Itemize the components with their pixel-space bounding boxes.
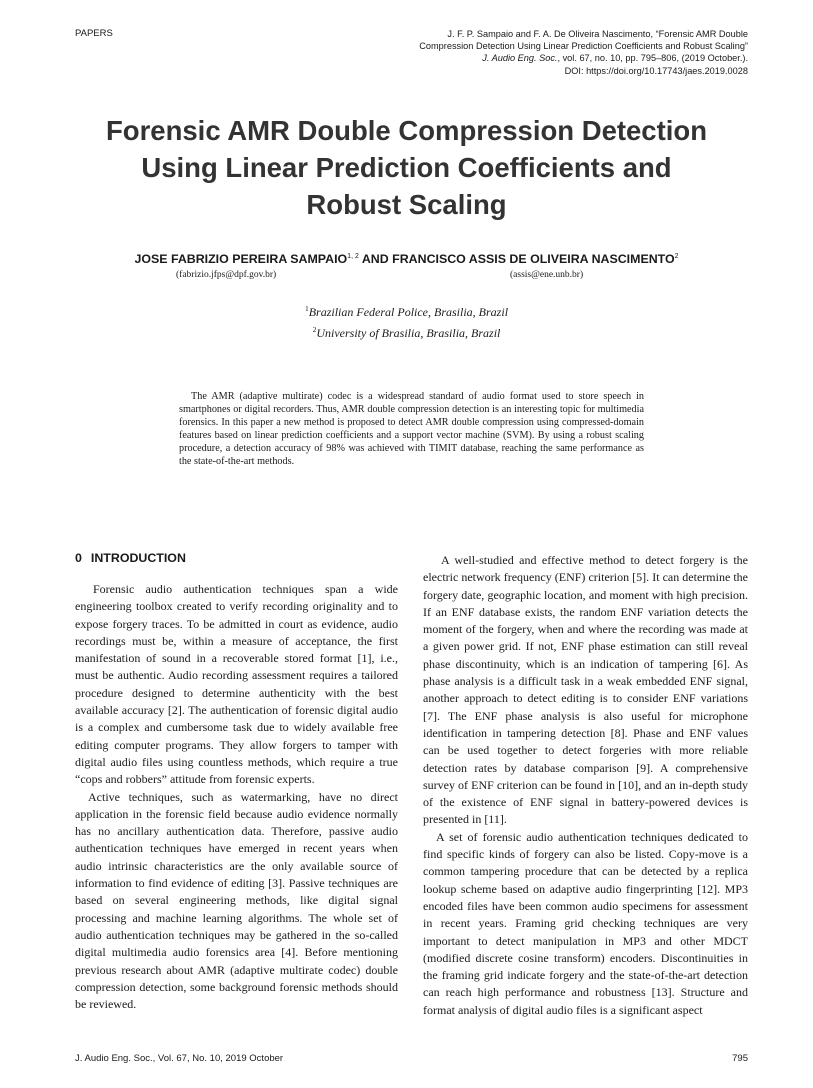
citation-details: , vol. 67, no. 10, pp. 795–806, (2019 October.).: [557, 53, 748, 64]
affiliation-2-text: University of Brasilia, Brasilia, Brazil: [316, 326, 501, 340]
body-paragraph: Forensic audio authentication techniques span a wide engineering toolbox created to verify recording originality and to expose forgery traces. To be admitted in court as evidence, audio recordings must be, within a measure of acceptance, the first manifestation of sound in a recoverable stored format [1], i.e., must be authentic. Audio recording assessment requires a tailored procedure designed to determine authenticity with the best available accuracy [2]. The authentication of forensic digital audio is a complex and cumbersome task due to widely available free editing computer programs. They allow forgers to tamper with digital audio files using countless methods, which require a true “cops and robbers” attitude from forensic experts.: [75, 582, 398, 787]
abstract: The AMR (adaptive multirate) codec is a widespread standard of audio format used to store speech in smartphones or digital recorders. Thus, AMR double compression detection is an interesting topic for multimedia forensics. In this paper a new method is proposed to detect AMR double compression using compressed-domain features based on linear prediction coefficients and a support vector machine (SVM). By using a robust scaling procedure, a detection accuracy of 98% was achieved with TIMIT database, reaching the same performance as the state-of-the-art methods.: [179, 391, 644, 467]
page-number: 795: [732, 1053, 748, 1064]
footer-journal: J. Audio Eng. Soc., Vol. 67, No. 10, 2019 October: [75, 1053, 284, 1064]
author-2-name: FRANCISCO ASSIS DE OLIVEIRA NASCIMENTO: [392, 252, 675, 266]
paper-title: [40, 112, 773, 223]
title-line-1: Forensic AMR Double Compression Detection: [106, 115, 707, 146]
affiliation-1: [0, 300, 813, 321]
body-paragraph: A set of forensic audio authentication techniques dedicated to find specific kinds of forgery can also be listed. Copy-move is a common tampering procedure that can be detected by a replica lookup scheme based on adaptive audio fingerprinting [12]. MP3 encoded files have been common audio specimens for assessment in recent years. Framing grid checking techniques are very important to detect manipulation in MP3 and other MDCT (modified discrete cosine transform) encoders. Discontinuities in the framing grid indicate forgery and the state-of-the-art detection can reach high performance and robustness [13]. Structure and format analysis of digital audio files is a significant aspect: [423, 829, 748, 1017]
body-column-right: [423, 552, 748, 1019]
section-title: INTRODUCTION: [90, 551, 186, 565]
title-line-2: Using Linear Prediction Coefficients and: [141, 152, 672, 183]
author-1-email[interactable]: (fabrizio.jfps@dpf.gov.br): [176, 270, 277, 280]
author-1-affiliation-mark: 1, 2: [347, 252, 359, 260]
affiliation-2-mark: 2: [312, 325, 317, 334]
citation-block: [328, 28, 748, 77]
affiliation-1-text: Brazilian Federal Police, Brasilia, Brazil: [308, 305, 509, 319]
affiliation-1-mark: 1: [304, 304, 309, 313]
affiliation-2: [0, 321, 813, 342]
body-column-left: [75, 551, 398, 1013]
author-1-name: JOSE FABRIZIO PEREIRA SAMPAIO: [134, 252, 348, 266]
section-heading: [75, 551, 398, 566]
running-header-section: PAPERS: [75, 28, 113, 39]
author-2-affiliation-mark: 2: [674, 252, 679, 260]
body-paragraph: Active techniques, such as watermarking, have no direct application in the forensic field because audio evidence normally has no ancillary authentication data. Therefore, passive audio authentication techniques have emerged in recent years when audio intrinsic characteristics are the only available source of information to find evidence of editing [3]. Passive techniques are based on several engineering methods, like digital signal processing and machine learning algorithms. The whole set of audio authentication techniques may be gathered in the so-called digital multimedia audio forensics area [4]. Before mentioning previous research about AMR (adaptive multirate codec) double compression detection, some background forensic methods should be reviewed.: [75, 789, 398, 1012]
author-2-email[interactable]: (assis@ene.unb.br): [510, 270, 584, 280]
citation-line-3: [328, 52, 748, 64]
section-number: 0: [75, 551, 82, 565]
citation-line-1: J. F. P. Sampaio and F. A. De Oliveira Nascimento, “Forensic AMR Double: [447, 29, 748, 39]
title-line-3: Robust Scaling: [306, 189, 507, 220]
affiliations: [0, 300, 813, 342]
body-paragraph: A well-studied and effective method to detect forgery is the electric network frequency (ENF) criterion [5]. It can determine the forgery date, geographic location, and moment with high precision. If an ENF database exists, the random ENF variation detects the moment of the forgery, when and where the recording was made at a given power grid. If not, ENF phase estimation can still reveal phase discontinuity, which is an indication of tampering [6]. As phase analysis is a difficult task in a weak embedded ENF signal, another approach to detect editing is to consider ENF variations [7]. The ENF phase analysis is also useful for microphone identification in tampering detection [8]. Phase and ENF values can be used together to detect forgeries with more reliable detection rates by database comparison [9]. A comprehensive survey of ENF criterion can be found in [10], and an in-depth study of the existence of ENF signal in battery-powered devices is presented in [11].: [423, 553, 748, 827]
citation-journal: J. Audio Eng. Soc.: [482, 53, 558, 64]
author-conjunction: AND: [361, 252, 389, 266]
citation-doi[interactable]: DOI: https://doi.org/10.17743/jaes.2019.0028: [564, 65, 748, 76]
citation-line-2: Compression Detection Using Linear Prediction Coefficients and Robust Scaling”: [419, 41, 748, 52]
author-line: [0, 252, 813, 266]
